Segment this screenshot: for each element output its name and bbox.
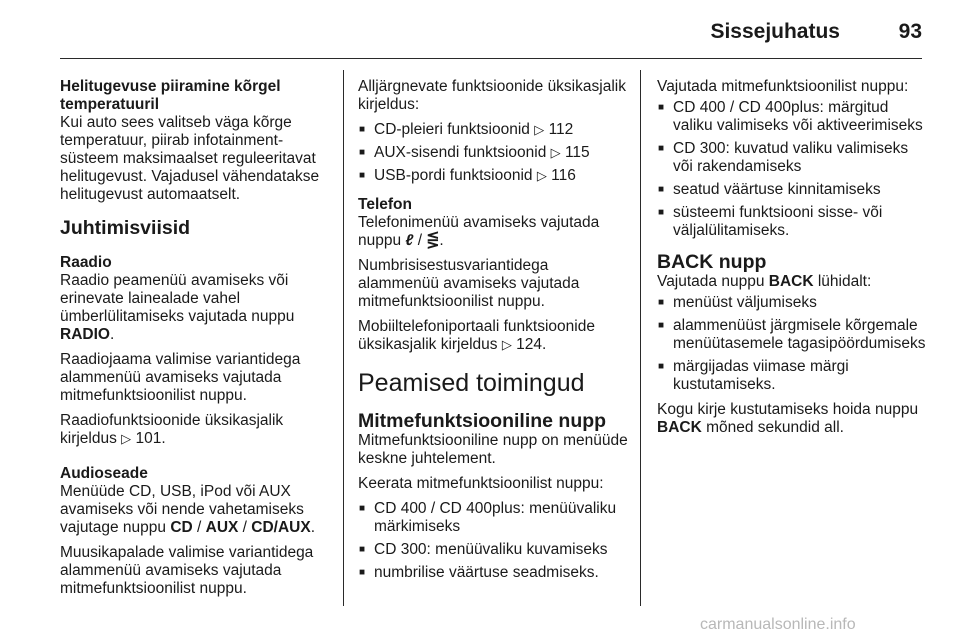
column-divider	[343, 70, 344, 606]
page-reference-icon: ▷	[121, 431, 132, 446]
list-item: ■ süsteemi funktsiooni sisse- või väljalülitamiseks.	[657, 204, 929, 240]
paragraph: Menüüde CD, USB, iPod või AUX avamiseks või nende vahetamiseks vajutage nuppu CD / AUX / CD/AUX.	[60, 483, 316, 536]
list-item: ■ CD 400 / CD 400plus: märgitud valiku valimiseks või aktiveerimiseks	[657, 99, 929, 135]
list-item: ■ CD-pleieri funktsioonid ▷ 112	[358, 121, 628, 139]
paragraph: Muusikapalade valimise variantidega alammenüü avamiseks vajutada mitmefunktsioonilist nuppu.	[60, 544, 314, 597]
section-title: Helitugevuse piiramine kõrgel temperatuuril	[60, 78, 281, 113]
header-rule	[60, 58, 922, 59]
page-reference-icon: ▷	[536, 168, 547, 183]
phone-icon: ℓ	[405, 232, 414, 249]
list-item: ■ CD 300: kuvatud valiku valimiseks või rakendamiseks	[657, 140, 929, 176]
list-item: ■ AUX-sisendi funktsioonid ▷ 115	[358, 144, 628, 162]
paragraph: Kogu kirje kustutamiseks hoida nuppu BACK mõned sekundid all.	[657, 401, 919, 436]
mute-icon: ⋚	[426, 232, 440, 249]
page-reference-icon: ▷	[501, 337, 512, 352]
button-label: BACK	[768, 273, 814, 290]
section-heading: BACK nupp	[657, 251, 767, 273]
chapter-heading: Peamised toimingud	[358, 369, 585, 397]
list-item: ■ USB-pordi funktsioonid ▷ 116	[358, 167, 628, 185]
paragraph: Mobiiltelefoniportaali funktsioonide üksikasjalik kirjeldus ▷ 124.	[358, 318, 595, 353]
list-item: ■ menüüst väljumiseks	[657, 294, 929, 312]
list-item: ■ märgijadas viimase märgi kustutamiseks.	[657, 358, 929, 394]
button-label: RADIO	[60, 326, 110, 343]
page-reference-icon: ▷	[550, 145, 561, 160]
paragraph: Mitmefunktsiooniline nupp on menüüde keskne juhtelement.	[358, 432, 628, 467]
page-reference-icon: ▷	[534, 122, 545, 137]
paragraph: Keerata mitmefunktsioonilist nuppu:	[358, 475, 604, 492]
bullet-list	[358, 500, 628, 582]
chapter-title: Sissejuhatus	[710, 20, 840, 43]
button-label: BACK	[657, 419, 702, 436]
section-heading: Juhtimisviisid	[60, 217, 191, 239]
paragraph: Vajutada nuppu BACK lühidalt:	[657, 273, 872, 290]
column-left	[60, 78, 330, 605]
column-divider	[640, 70, 641, 606]
page-number: 93	[898, 20, 922, 43]
list-item: ■ CD 400 / CD 400plus: menüüvaliku märkimiseks	[358, 500, 628, 536]
subsection-title: Audioseade	[60, 465, 148, 482]
subsection-title: Raadio	[60, 254, 112, 271]
paragraph: Alljärgnevate funktsioonide üksikasjalik kirjeldus:	[358, 78, 626, 113]
paragraph: Raadiojaama valimise variantidega alammenüü avamiseks vajutada mitmefunktsioonilist nuppu.	[60, 351, 301, 404]
paragraph: Raadio peamenüü avamiseks või erinevate lainealade vahel ümberlülitamiseks vajutada nuppu RADIO.	[60, 272, 295, 343]
list-item: ■ alammenüüst järgmisele kõrgemale menüütasemele tagasipöördumiseks	[657, 317, 929, 353]
list-item: ■ numbrilise väärtuse seadmiseks.	[358, 564, 628, 582]
paragraph: Kui auto sees valitseb väga kõrge temperatuur, piirab infotainment-süsteem maksimaalset reguleeritavat helitugevust. Vajadusel vähendatakse helitugevust automaatselt.	[60, 114, 320, 203]
column-right	[657, 78, 929, 444]
list-item: ■ CD 300: menüüvaliku kuvamiseks	[358, 541, 628, 559]
bullet-list	[657, 294, 929, 394]
paragraph: Raadiofunktsioonide üksikasjalik kirjeldus ▷ 101.	[60, 412, 284, 447]
bullet-list	[657, 99, 929, 240]
paragraph: Telefonimenüü avamiseks vajutada nuppu ℓ / ⋚.	[358, 214, 600, 249]
page-ref: 101	[135, 430, 162, 447]
watermark: carmanualsonline.info	[700, 616, 856, 633]
subsection-title: Telefon	[358, 196, 412, 213]
section-heading: Mitmefunktsiooniline nupp	[358, 410, 607, 432]
column-middle	[358, 78, 628, 589]
page-header	[60, 18, 922, 46]
paragraph: Vajutada mitmefunktsioonilist nuppu:	[657, 78, 909, 95]
paragraph: Numbrisisestusvariantidega alammenüü avamiseks vajutada mitmefunktsioonilist nuppu.	[358, 257, 580, 310]
list-item: ■ seatud väärtuse kinnitamiseks	[657, 181, 929, 199]
bullet-list	[358, 121, 628, 185]
